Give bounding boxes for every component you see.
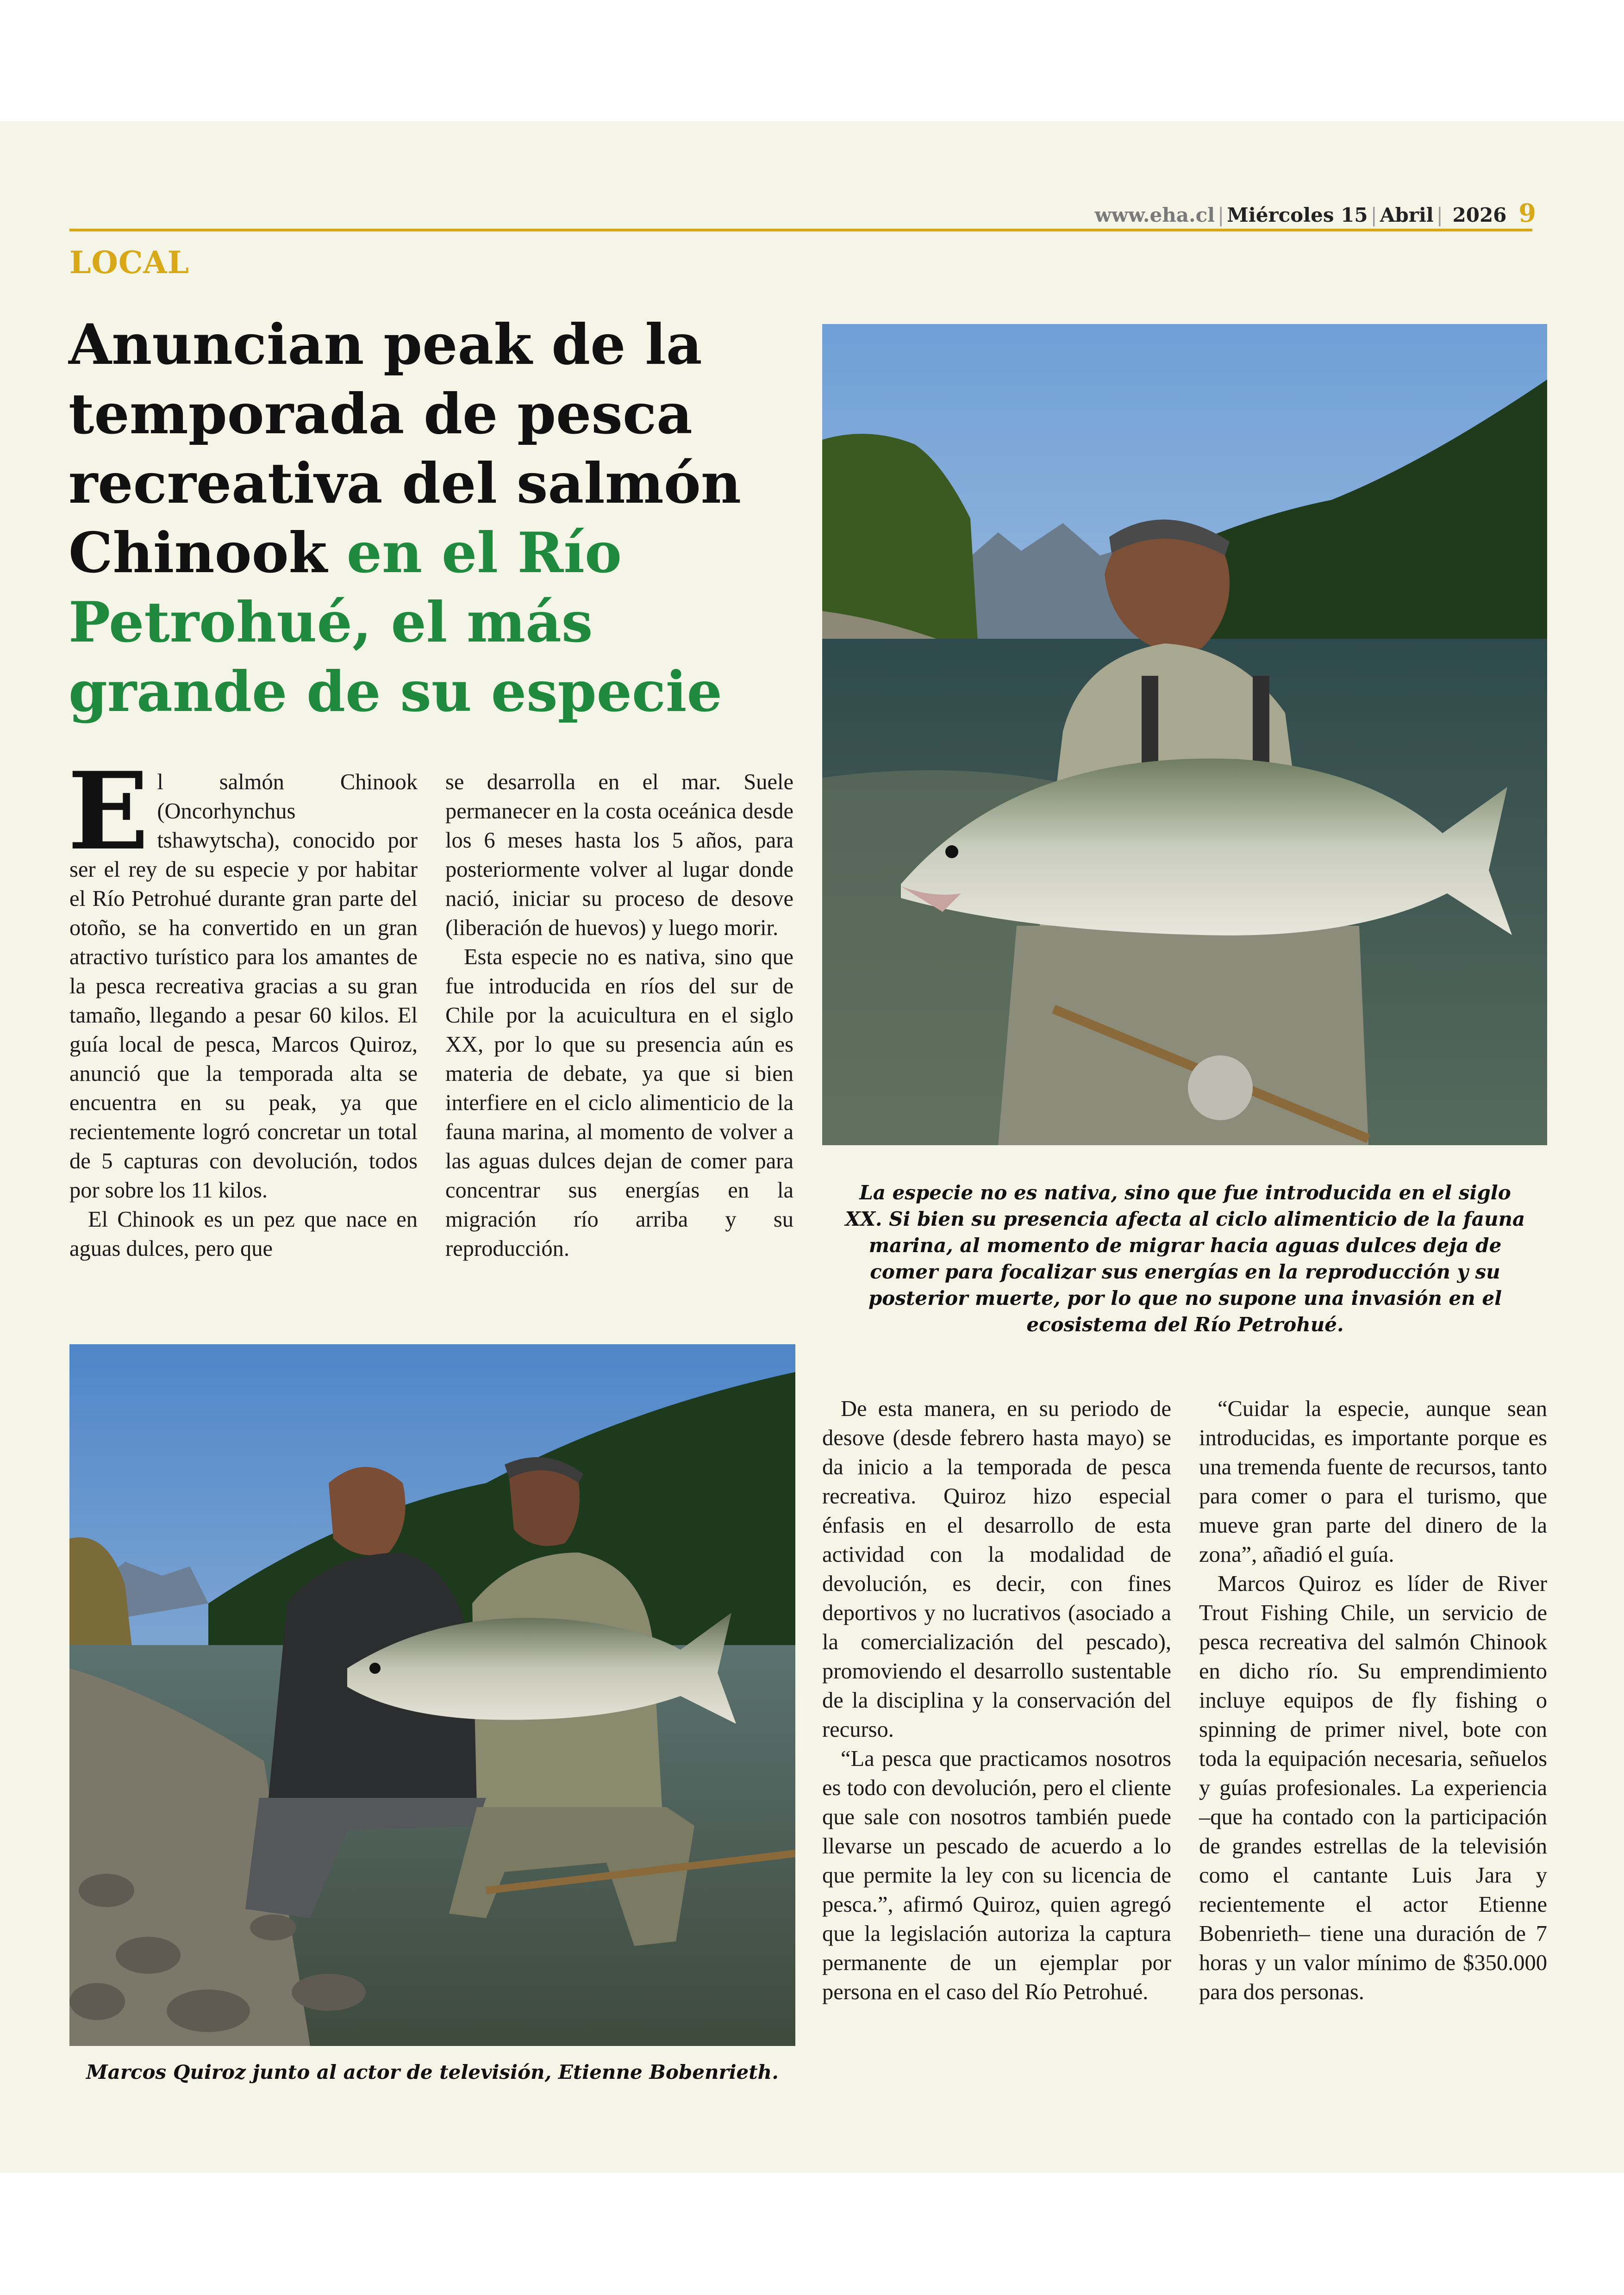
col1-paragraph-1: l salmón Chinook (Oncorhynchus tshawytscha), conocido por ser el rey de su especie y por habitar el Río Petrohué durante gran parte del otoño, se ha convertido en un gran atractivo turístico para los amantes de la pesca recreativa gracias a su gran tamaño, llegando a pesar 60 kilos. El guía local de pesca, Marcos Quiroz, anunció que la temporada alta se encuentra en su peak, ya que recientemente logró concretar un total de 5 capturas con devolución, todos por sobre los 11 kilos. [69, 770, 418, 1203]
section-label: LOCAL [69, 244, 190, 281]
issue-year: 2026 [1452, 204, 1507, 226]
col2-paragraph-2: Esta especie no es nativa, sino que fue introducida en ríos del sur de Chile por la acuicultura en el siglo XX, por lo que su presencia aún es materia de debate, ya que si bien interfiere en el ciclo alimenticio de la fauna marina, al momento de volver a las aguas dulces dejan de comer para concentrar sus energías en la migración río arriba y su reproducción. [445, 945, 793, 1261]
page-folio: www.eha.cl | Miércoles 15 | Abril | 2026 9 [1094, 198, 1536, 228]
headline-dark: Anuncian peak de la temporada de pesca recreativa del salmón Chinook [69, 312, 742, 586]
header-rule [69, 229, 1532, 231]
headline [69, 310, 828, 727]
drop-cap: E [68, 749, 149, 874]
col4-paragraph-1: “Cuidar la especie, aunque sean introducidas, es importante porque es una tremenda fuente de recursos, tanto para comer o para el turismo, que mueve gran parte del dinero de la zona”, añadió el guía. [1199, 1397, 1547, 1567]
site-url: www.eha.cl [1094, 204, 1215, 226]
col1-paragraph-2: El Chinook es un pez que nace en aguas dulces, pero que [69, 1207, 418, 1261]
issue-date-day: Miércoles 15 [1227, 204, 1368, 226]
bottom-photo-caption: Marcos Quiroz junto al actor de televisión, Etienne Bobenrieth. [86, 2061, 779, 2083]
photo-guide-and-actor [69, 1344, 795, 2046]
article-column-4 [1199, 1394, 1547, 2007]
article-column-1 [68, 749, 418, 1263]
headline-green: en el Río Petrohué, el más grande de su especie [69, 520, 722, 724]
photo-angler-with-salmon [822, 324, 1547, 1145]
top-photo-caption: La especie no es nativa, sino que fue introducida en el siglo XX. Si bien su presencia afecta al ciclo alimenticio de la fauna marina, al momento de migrar hacia aguas dulces deja de comer para focalizar sus energías en la reproducción y su posterior muerte, por lo que no supone una invasión en el ecosistema del Río Petrohué. [845, 1181, 1525, 1336]
col3-paragraph-1: De esta manera, en su periodo de desove (desde febrero hasta mayo) se da inicio a la temporada de pesca recreativa. Quiroz hizo especial énfasis en el desarrollo de esta actividad con la modalidad de devolución, es decir, con fines deportivos y no lucrativos (asociado a la comercialización del pescado), promoviendo el desarrollo sustentable de la disciplina y la conservación del recurso. [822, 1397, 1171, 1742]
issue-date-month: Abril [1380, 204, 1434, 226]
col3-paragraph-2: “La pesca que practicamos nosotros es todo con devolución, pero el cliente que sale con nosotros también puede llevarse un pescado de acuerdo a lo que permite la ley con su licencia de pesca.”, afirmó Quiroz, quien agregó que la legislación autoriza la captura permanente de un ejemplar por persona en el caso del Río Petrohué. [822, 1746, 1171, 2004]
article-column-2 [445, 767, 793, 1263]
col2-paragraph-1: se desarrolla en el mar. Suele permanecer en la costa oceánica desde los 6 meses hasta los 5 años, para posteriormente volver al lugar donde nació, iniciar su proceso de desove (liberación de huevos) y luego morir. [445, 770, 793, 940]
page-number: 9 [1518, 198, 1536, 228]
col4-paragraph-2: Marcos Quiroz es líder de River Trout Fishing Chile, un servicio de pesca recreativa del salmón Chinook en dicho río. Su emprendimiento incluye equipos de fly fishing o spinning de primer nivel, bote con toda la equipación necesaria, señuelos y guías profesionales. La experiencia –que ha contado con la participación de grandes estrellas de la televisión como el cantante Luis Jara y recientemente el actor Etienne Bobenrieth– tiene una duración de 7 horas y un valor mínimo de $350.000 para dos personas. [1199, 1572, 1547, 2004]
article-column-3 [822, 1394, 1171, 2007]
